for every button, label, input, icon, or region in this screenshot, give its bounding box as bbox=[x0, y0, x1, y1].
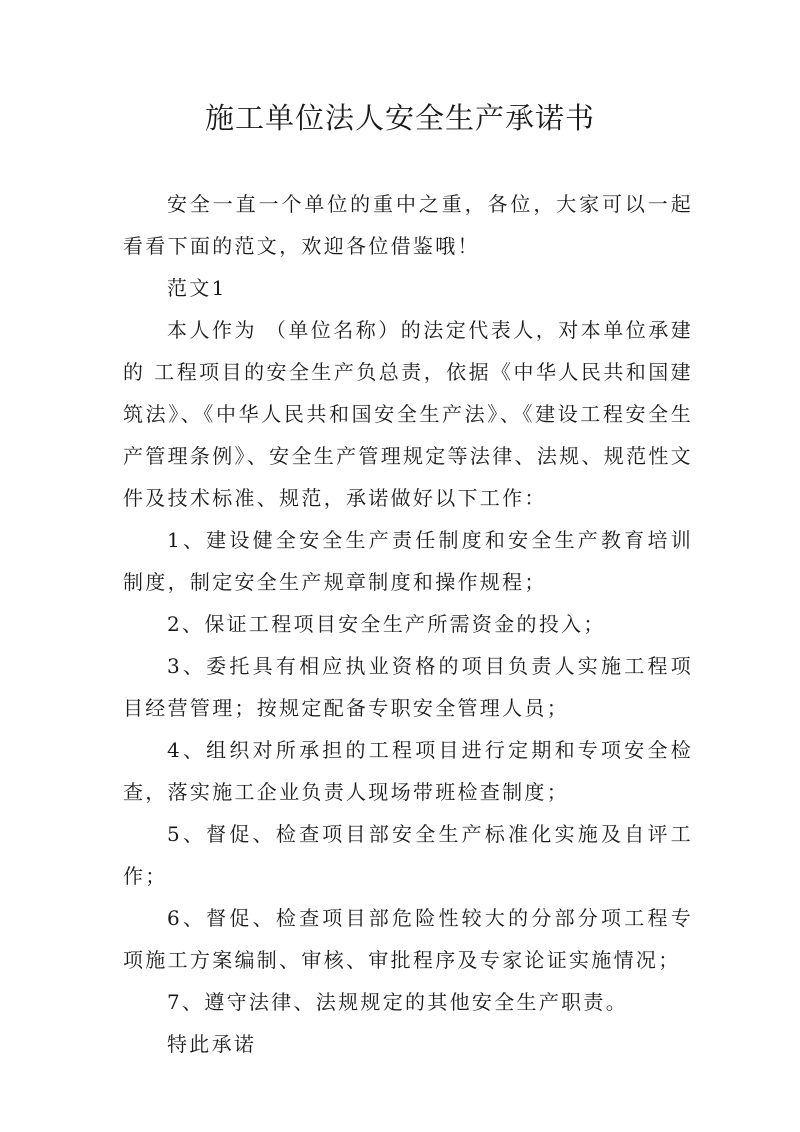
list-item-6: 6、督促、检查项目部危险性较大的分部分项工程专项施工方案编制、审核、审批程序及专家论证实施情况； bbox=[123, 906, 693, 972]
document-body bbox=[123, 183, 693, 1065]
list-item-5: 5、督促、检查项目部安全生产标准化实施及自评工作； bbox=[123, 822, 693, 888]
list-item-7: 7、遵守法律、法规规定的其他安全生产职责。 bbox=[167, 990, 629, 1014]
list-item-1: 1、建设健全安全生产责任制度和安全生产教育培训制度，制定安全生产规章制度和操作规程； bbox=[123, 528, 693, 594]
list-item-4: 4、组织对所承担的工程项目进行定期和专项安全检查，落实施工企业负责人现场带班检查制度； bbox=[123, 738, 693, 804]
list-item-2: 2、保证工程项目安全生产所需资金的投入； bbox=[167, 612, 606, 636]
commitment-paragraph: 本人作为 （单位名称）的法定代表人，对本单位承建的 工程项目的安全生产负总责，依据《中华人民共和国建筑法》、《中华人民共和国安全生产法》、《建设工程安全生产管理条例》、安全生产管理规定等法律、法规、规范性文件及技术标准、规范，承诺做好以下工作： bbox=[123, 318, 693, 510]
sample-heading: 范文1 bbox=[167, 276, 227, 300]
document-title: 施工单位法人安全生产承诺书 bbox=[204, 101, 595, 135]
closing-line: 特此承诺 bbox=[167, 1032, 257, 1056]
list-item-3: 3、委托具有相应执业资格的项目负责人实施工程项目经营管理；按规定配备专职安全管理人员； bbox=[123, 654, 693, 720]
intro-paragraph: 安全一直一个单位的重中之重，各位，大家可以一起看看下面的范文，欢迎各位借鉴哦！ bbox=[123, 192, 693, 258]
